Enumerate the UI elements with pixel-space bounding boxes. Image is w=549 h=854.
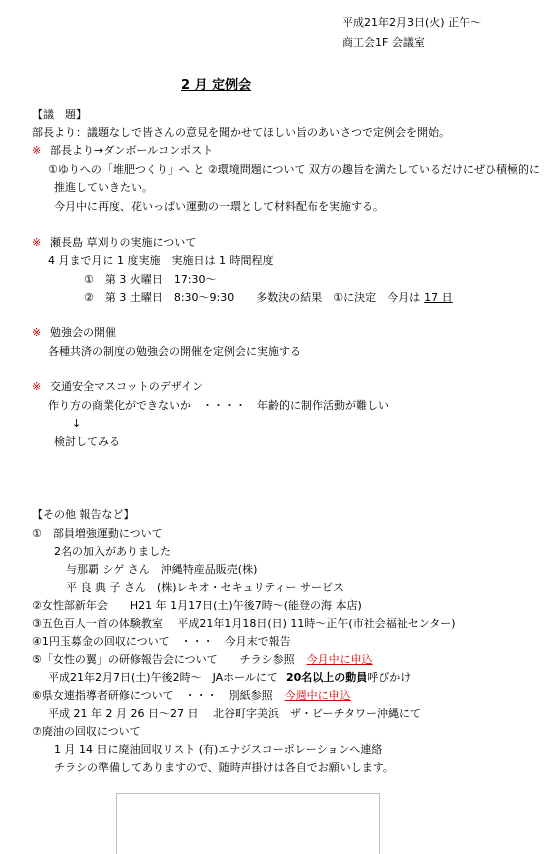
report-item: ③五色百人一首の体験教室 平成21年1月18日(日) 11時～正午(市社会福祉センター) <box>32 617 456 630</box>
meeting-date: 平成21年2月3日(火) 正午～ <box>342 16 482 29</box>
agenda-item-title: 勉強会の開催 <box>50 326 116 339</box>
new-member: 平 良 典 子 さん (株)レキオ・セキュリティー サービス <box>66 581 344 594</box>
agenda-item-line: 4 月まで月に 1 度実施 実施日は 1 時間程度 <box>48 254 274 267</box>
agenda-item-title: 瀬長島 草刈りの実施について <box>50 236 197 249</box>
agenda-marker: ※ <box>32 144 42 157</box>
agenda-marker: ※ <box>32 236 42 249</box>
deadline-highlight: 今週中に申込 <box>284 689 351 702</box>
agenda-item-line: 推進していきたい。 <box>54 181 153 194</box>
agenda-item-title: 部長より→ダンボールコンポスト <box>50 144 214 157</box>
agenda-item-line: ② 第 3 土曜日 8:30～9:30 多数決の結果 ①に決定 今月は 17 日 <box>84 291 453 304</box>
agenda-marker: ※ <box>32 326 42 339</box>
new-member: 与那覇 シゲ さん 沖縄特産品販売(株) <box>66 563 258 576</box>
deadline-highlight: 今月中に申込 <box>306 653 373 666</box>
report-item: ① 部員増強運動について <box>32 527 163 540</box>
mobilization-target: 20名以上の動員 <box>285 671 368 684</box>
report-line: 2名の加入がありました <box>54 545 171 558</box>
report-item: ④1円玉募金の回収について ・・・ 今月末で報告 <box>32 635 291 648</box>
report-line: 平成21年2月7日(土)午後2時～ JAホールにて 20名以上の動員呼びかけ <box>48 671 412 684</box>
page-title: 2 月 定例会 <box>181 78 252 93</box>
agenda-intro: 部長より：議題なしで皆さんの意見を聞かせてほしい旨のあいさつで定例会を開始。 <box>32 126 450 139</box>
empty-frame <box>116 793 380 854</box>
report-item: ⑦廃油の回収について <box>32 725 141 738</box>
agenda-item-line: ① 第 3 火曜日 17:30～ <box>84 273 217 286</box>
report-line: チラシの準備してありますので、随時声掛けは各自でお願いします。 <box>54 761 394 774</box>
report-item: ⑤「女性の翼」の研修報告会について チラシ参照 今月中に申込 <box>32 653 373 666</box>
down-arrow-icon: ↓ <box>72 417 82 430</box>
meeting-venue: 商工会1F 会議室 <box>342 36 425 49</box>
report-line: 平成 21 年 2 月 26 日～27 日 北谷町字美浜 ザ・ビーチタワー沖縄にて <box>48 707 421 720</box>
agenda-marker: ※ <box>32 380 42 393</box>
agenda-item-title: 交通安全マスコットのデザイン <box>50 380 204 393</box>
decided-date: 17 日 <box>424 291 453 304</box>
agenda-item-line: 今月中に再度、花いっぱい運動の一環として材料配布を実施する。 <box>54 200 384 213</box>
report-item: ②女性部新年会 H21 年 1月17日(土)午後7時～(能登の海 本店) <box>32 599 362 612</box>
report-item: ⑥県女連指導者研修について ・・・ 別紙参照 今週中に申込 <box>32 689 351 702</box>
agenda-item-line: ①ゆりへの「堆肥つくり」へ と ②環境問題について 双方の趣旨を満たしているだけにぜひ積極的に <box>48 163 540 176</box>
agenda-item-line: 作り方の商業化ができないか ・・・・ 年齢的に制作活動が難しい <box>48 399 389 412</box>
agenda-heading: 【議 題】 <box>32 108 87 121</box>
agenda-item-line: 各種共済の制度の勉強会の開催を定例会に実施する <box>48 345 301 358</box>
agenda-item-line: 検討してみる <box>54 435 120 448</box>
report-line: 1 月 14 日に廃油回収リスト (有)エナジスコーポレーションへ連絡 <box>54 743 383 756</box>
other-heading: 【その他 報告など】 <box>32 508 135 521</box>
